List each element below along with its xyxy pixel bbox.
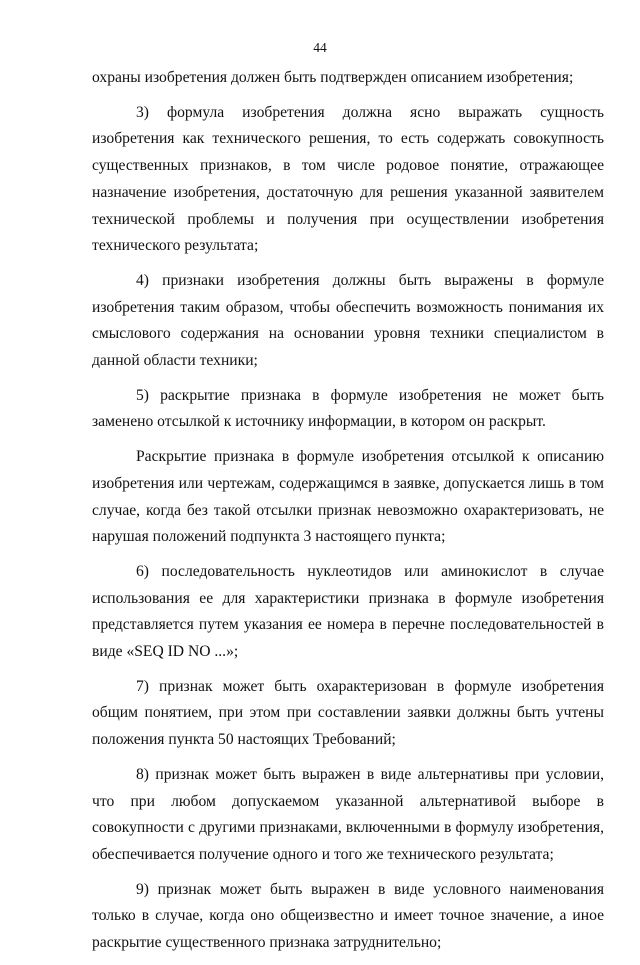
paragraph-item-5-note: Раскрытие признака в формуле изобретения отсылкой к описанию изобретения или чертежам, содержащимся в заявке, допускается лишь в том случае, когда без такой отсылки признак невозможно охарактеризовать, не нарушая положений подпункта 3 настоящего пункта; bbox=[92, 448, 604, 546]
paragraph-item-6: 6) последовательность нуклеотидов или аминокислот в случае использования ее для характеристики признака в формуле изобретения представляется путем указания ее номера в перечне последовательностей в виде «SEQ ID NO ...»; bbox=[92, 562, 604, 661]
page-number: 44 bbox=[313, 40, 327, 55]
paragraph-item-7: 7) признак может быть охарактеризован в формуле изобретения общим понятием, при этом при составлении заявки должны быть учтены положения пункта 50 настоящих Требований; bbox=[92, 677, 604, 749]
document-body bbox=[92, 65, 604, 965]
paragraph-item-3: 3) формула изобретения должна ясно выражать сущность изобретения как технического решения, то есть содержать совокупность существенных признаков, в том числе родовое понятие, отражающее назначение изобретения, достаточную для решения указанной заявителем технической проблемы и получения при осуществлении изобретения технического результата; bbox=[92, 103, 604, 255]
paragraph-item-9: 9) признак может быть выражен в виде условного наименования только в случае, когда оно общеизвестно и имеет точное значение, а иное раскрытие существенного признака затруднительно; bbox=[92, 880, 604, 952]
paragraph-item-4: 4) признаки изобретения должны быть выражены в формуле изобретения таким образом, чтобы обеспечить возможность понимания их смыслового содержания на основании уровня техники специалистом в данной области техники; bbox=[92, 271, 604, 370]
paragraph-continuation: охраны изобретения должен быть подтвержден описанием изобретения; bbox=[92, 69, 574, 86]
paragraph-item-8: 8) признак может быть выражен в виде альтернативы при условии, что при любом допускаемом указанной альтернативой выборе в совокупности с другими признаками, включенными в формулу изобретения, обеспечивается получение одного и того же технического результата; bbox=[92, 765, 604, 863]
paragraph-item-5: 5) раскрытие признака в формуле изобретения не может быть заменено отсылкой к источнику информации, в котором он раскрыт. bbox=[92, 386, 604, 431]
